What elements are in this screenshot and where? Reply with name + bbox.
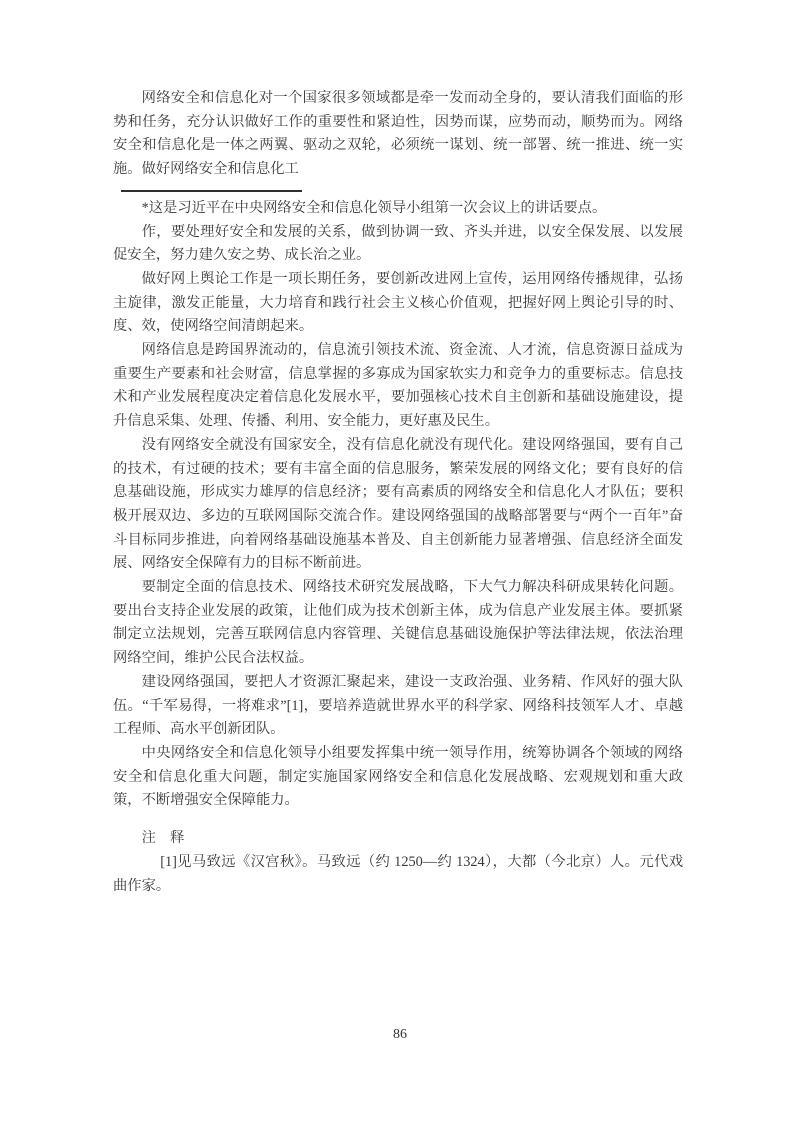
paragraph-opening: 网络安全和信息化对一个国家很多领域都是牵一发而动全身的，要认清我们面临的形势和任务，充分认识做好工作的重要性和紧迫性，因势而谋，应势而动，顺势而为。网络安全和信息化是一体之两翼、驱动之双轮，必须统一谋划、统一部署、统一推进、统一实施。做好网络安全和信息化工 bbox=[113, 90, 683, 178]
paragraph-no-security-no-modernization: 没有网络安全就没有国家安全，没有信息化就没有现代化。建设网络强国，要有自己的技术，有过硬的技术；要有丰富全面的信息服务，繁荣发展的网络文化；要有良好的信息基础设施，形成实力雄厚的信息经济；要有高素质的网络安全和信息化人才队伍；要积极开展双边、多边的互联网国际交流合作。建设网络强国的战略部署要与“两个一百年”奋斗目标同步推进，向着网络基础设施基本普及、自主创新能力显著增强、信息经济全面发展、网络安全保障有力的目标不断前进。 bbox=[113, 436, 683, 572]
footnote-separator bbox=[121, 190, 302, 192]
paragraph-leading-group: 中央网络安全和信息化领导小组要发挥集中统一领导作用，统筹协调各个领域的网络安全和信息化重大问题，制定实施国家网络安全和信息化发展战略、宏观规划和重大政策，不断增强安全保障能力。 bbox=[113, 744, 683, 809]
paragraph-cross-border-info: 网络信息是跨国界流动的，信息流引领技术流、资金流、人才流，信息资源日益成为重要生产要素和社会财富，信息掌握的多寡成为国家软实力和竞争力的重要标志。信息技术和产业发展程度决定着信息化发展水平，要加强核心技术自主创新和基础设施建设，提升信息采集、处理、传播、利用、安全能力，更好惠及民生。 bbox=[113, 342, 683, 430]
paragraph-talent: 建设网络强国，要把人才资源汇聚起来，建设一支政治强、业务精、作风好的强大队伍。“千军易得，一将难求”[1]，要培养造就世界水平的科学家、网络科技领军人才、卓越工程师、高水平创新团队。 bbox=[113, 673, 683, 738]
page-body bbox=[113, 87, 683, 898]
paragraph-continuation: 作，要处理好安全和发展的关系，做到协调一致、齐头并进，以安全保发展、以发展促安全，努力建久安之势、成长治之业。 bbox=[113, 223, 683, 264]
paragraph-online-opinion: 做好网上舆论工作是一项长期任务，要创新改进网上宣传，运用网络传播规律，弘扬主旋律，激发正能量，大力培育和践行社会主义核心价值观，把握好网上舆论引导的时、度、效，使网络空间清朗起来。 bbox=[113, 270, 683, 335]
notes-heading: 注 释 bbox=[141, 830, 185, 847]
paragraph-tech-strategy: 要制定全面的信息技术、网络技术研究发展战略，下大气力解决科研成果转化问题。要出台支持企业发展的政策，让他们成为技术创新主体，成为信息产业发展主体。要抓紧制定立法规划，完善互联网信息内容管理、关键信息基础设施保护等法律法规，依法治理网络空间，维护公民合法权益。 bbox=[113, 579, 683, 667]
footnote-text: *这是习近平在中央网络安全和信息化领导小组第一次会议上的讲话要点。 bbox=[141, 199, 607, 216]
note-entry: [1]见马致远《汉宫秋》。马致远（约 1250—约 1324），大都（今北京）人。元代戏曲作家。 bbox=[113, 853, 683, 894]
page-number: 86 bbox=[393, 1027, 407, 1042]
